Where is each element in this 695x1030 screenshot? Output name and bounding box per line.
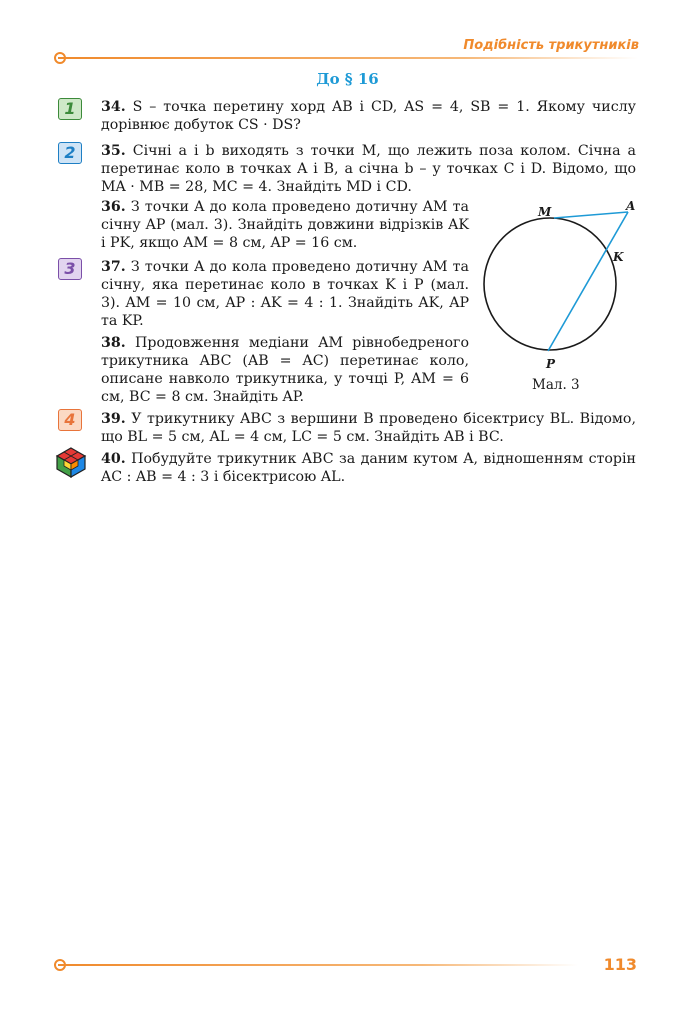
problem-38 bbox=[101, 334, 469, 406]
label-p: P bbox=[546, 357, 556, 371]
label-m: M bbox=[538, 205, 552, 219]
header-rule bbox=[58, 57, 638, 59]
tangent-line-am bbox=[554, 212, 628, 218]
problem-number: 36. bbox=[101, 199, 126, 215]
level-2-icon: 2 bbox=[58, 142, 82, 164]
chapter-title: Подібність трикутників bbox=[463, 38, 639, 53]
problem-number: 35. bbox=[101, 143, 126, 159]
problem-text: Побудуйте трикутник ABC за даним кутом A, відношенням сторін AC : AB = 4 : 3 і бісектрисою AL. bbox=[101, 451, 637, 485]
problem-36 bbox=[101, 198, 469, 252]
problem-number: 37. bbox=[101, 259, 126, 275]
page-number: 113 bbox=[603, 955, 637, 974]
puzzle-cube-icon bbox=[55, 446, 87, 478]
level-4-icon: 4 bbox=[58, 409, 82, 431]
label-k: K bbox=[613, 250, 624, 264]
problem-35 bbox=[101, 142, 636, 196]
problem-34 bbox=[101, 98, 636, 134]
problem-text: Січні a і b виходять з точки M, що лежить поза колом. Січна a перетинає коло в точках A і B, а січна b – у точках C і D. Відомо, що MA · MB = 28, MC = 4. Знайдіть MD і CD. bbox=[101, 143, 637, 195]
figure-caption: Мал. 3 bbox=[532, 377, 580, 393]
problem-text: У трикутнику ABC з вершини B проведено бісектрису BL. Відомо, що BL = 5 см, AL = 4 см, LC = 5 см. Знайдіть AB і BC. bbox=[101, 411, 636, 445]
problem-number: 40. bbox=[101, 451, 126, 467]
problem-37 bbox=[101, 258, 469, 330]
problem-text: S – точка перетину хорд AB і CD, AS = 4, SB = 1. Якому числу дорівнює добуток CS · DS? bbox=[101, 99, 636, 133]
problem-39 bbox=[101, 410, 636, 446]
problem-number: 39. bbox=[101, 411, 126, 427]
level-1-icon: 1 bbox=[58, 98, 82, 120]
problem-text: З точки A до кола проведено дотичну AM та січну, яка перетинає коло в точках K і P (мал. 3). AM = 10 см, AP : AK = 4 : 1. Знайдіть AK, AP та KP. bbox=[101, 259, 469, 329]
problem-number: 34. bbox=[101, 99, 126, 115]
problem-text: З точки A до кола проведено дотичну AM та січну AP (мал. 3). Знайдіть довжини відрізків AK і PK, якщо AM = 8 см, AP = 16 см. bbox=[101, 199, 469, 251]
figure-3-diagram bbox=[480, 198, 650, 378]
section-title: До § 16 bbox=[316, 70, 379, 88]
level-3-icon: 3 bbox=[58, 258, 82, 280]
problem-number: 38. bbox=[101, 335, 126, 351]
problem-text: Продовження медіани AM рівнобедреного трикутника ABC (AB = AC) перетинає коло, описане навколо трикутника, у точці P, AM = 6 см, BC = 8 см. Знайдіть AP. bbox=[101, 335, 469, 405]
figure-circle bbox=[484, 218, 616, 350]
footer-rule bbox=[58, 964, 578, 966]
problem-40 bbox=[101, 450, 636, 486]
label-a: A bbox=[626, 199, 636, 213]
